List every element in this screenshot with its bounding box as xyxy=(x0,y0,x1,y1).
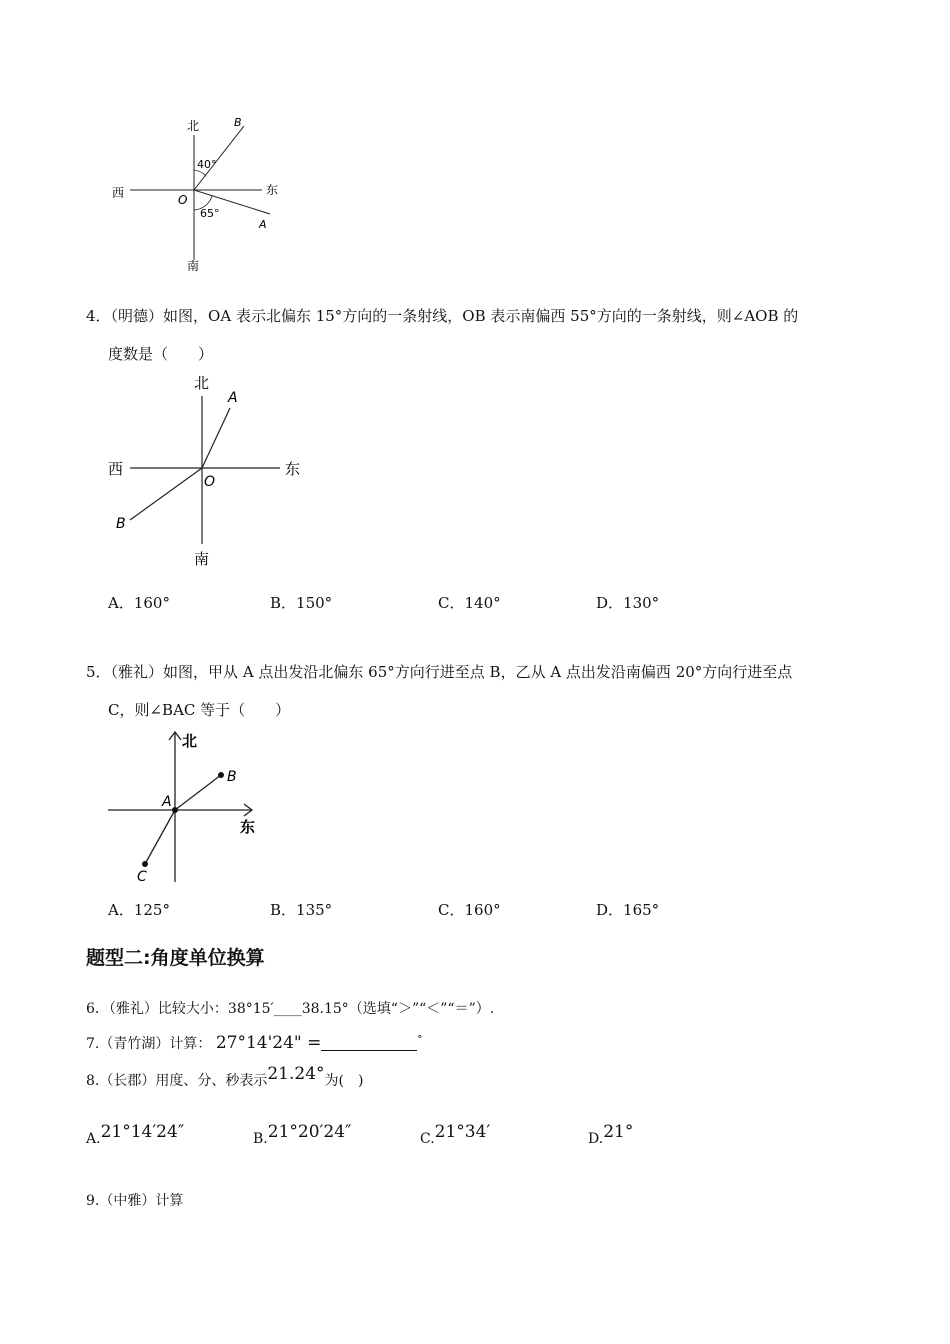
segment-ab xyxy=(175,775,221,810)
option-value: 21°20′24″ xyxy=(267,1122,352,1142)
segment-ac xyxy=(145,810,175,864)
question-number: 5． xyxy=(86,663,111,681)
question-8 xyxy=(86,1064,364,1090)
point-b-label: B xyxy=(116,516,126,532)
compass-figure-q4 xyxy=(100,368,320,573)
point-a-label: A xyxy=(228,390,238,406)
east-label: 东 xyxy=(266,183,279,197)
compass-figure-q5 xyxy=(100,726,280,886)
north-label: 北 xyxy=(194,374,210,392)
option-a xyxy=(86,1122,185,1148)
south-label: 南 xyxy=(194,550,210,568)
option-d: D．165° xyxy=(596,901,660,919)
ray-ob xyxy=(130,468,202,520)
angle-a-label: 65° xyxy=(200,207,220,220)
option-value: 21°14′24″ xyxy=(100,1122,185,1142)
north-label: 北 xyxy=(182,732,198,750)
option-d: D．130° xyxy=(596,594,660,612)
option-c: C．160° xyxy=(438,901,501,919)
point-c xyxy=(142,861,148,867)
question-8-value: 21.24° xyxy=(267,1064,325,1084)
option-c xyxy=(420,1122,491,1148)
point-b xyxy=(218,772,224,778)
question-6: 6．（雅礼）比较大小：38°15′____38.15°（选填“＞”“＜”“＝”）. xyxy=(86,1001,495,1017)
origin-label: O xyxy=(204,474,216,490)
section-title: 题型二:角度单位换算 xyxy=(86,947,265,969)
angle-b-label: 40° xyxy=(197,158,217,171)
ray-oa xyxy=(202,408,230,468)
question-8-prefix: 8.（长郡）用度、分、秒表示 xyxy=(86,1073,268,1089)
north-label: 北 xyxy=(187,119,200,133)
east-label: 东 xyxy=(240,818,256,836)
question-7-prefix: 7.（青竹湖）计算： xyxy=(86,1036,212,1052)
point-a xyxy=(172,807,178,813)
question-text: （明德）如图，OA 表示北偏东 15°方向的一条射线，OB 表示南偏西 55°方向的一条射线，则∠AOB 的 xyxy=(110,307,799,325)
option-letter: C. xyxy=(420,1131,435,1147)
question-5-line1 xyxy=(86,660,792,684)
option-value: 21° xyxy=(603,1122,634,1142)
compass-figure-1 xyxy=(100,110,300,280)
option-value: 21°34′ xyxy=(434,1122,491,1142)
point-b-label: B xyxy=(227,769,237,785)
option-letter: D. xyxy=(588,1131,604,1147)
option-letter: A. xyxy=(86,1131,101,1147)
origin-label: O xyxy=(178,193,188,207)
south-label: 南 xyxy=(187,259,200,273)
question-9: 9.（中雅）计算 xyxy=(86,1193,184,1209)
option-b: B．150° xyxy=(270,594,333,612)
option-c: C．140° xyxy=(438,594,501,612)
point-a-label: A xyxy=(162,794,172,810)
option-a: A．125° xyxy=(108,901,170,919)
option-letter: B. xyxy=(253,1131,268,1147)
question-5-line2: C，则∠BAC 等于（ ） xyxy=(108,701,291,719)
question-8-suffix: 为( ) xyxy=(324,1073,364,1089)
degree-unit: ° xyxy=(417,1034,423,1046)
answer-blank xyxy=(321,1036,417,1051)
question-number: 4． xyxy=(86,307,111,325)
west-label: 西 xyxy=(108,460,124,478)
point-a-label: A xyxy=(259,218,267,231)
question-text: （雅礼）如图，甲从 A 点出发沿北偏东 65°方向行进至点 B，乙从 A 点出发沿南偏西 20°方向行进至点 xyxy=(110,663,793,681)
option-a: A．160° xyxy=(108,594,170,612)
question-7 xyxy=(86,1033,422,1053)
point-b-label: B xyxy=(234,116,242,129)
east-label: 东 xyxy=(285,460,301,478)
question-7-expression: 27°14'24" = xyxy=(215,1033,322,1053)
point-c-label: C xyxy=(137,869,147,885)
west-label: 西 xyxy=(112,186,125,200)
question-4-line2: 度数是（ ） xyxy=(108,345,214,363)
option-b xyxy=(253,1122,352,1148)
question-4-line1 xyxy=(86,304,798,328)
option-d xyxy=(588,1122,634,1148)
option-b: B．135° xyxy=(270,901,333,919)
